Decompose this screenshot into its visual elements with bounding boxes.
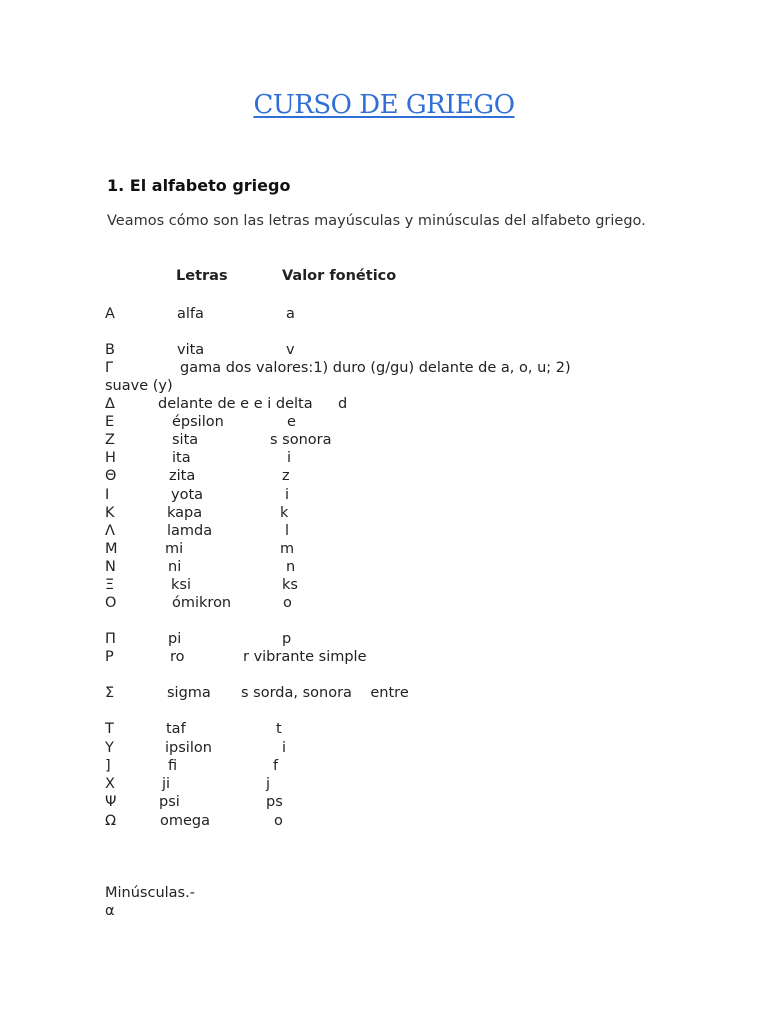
phonetic-value: o	[274, 813, 283, 829]
phonetic-value: s sorda, sonora entre	[241, 685, 409, 701]
greek-letter: Σ	[105, 685, 115, 701]
greek-letter: Ο	[105, 595, 117, 611]
phonetic-value: o	[283, 595, 292, 611]
letter-name: lamda	[167, 523, 213, 539]
column-header-letters: Letras	[176, 268, 228, 284]
greek-letter: Ρ	[105, 649, 114, 665]
greek-letter: Ε	[105, 414, 115, 430]
letter-name: kapa	[167, 505, 203, 521]
phonetic-value: n	[286, 559, 296, 575]
phonetic-value: e	[287, 414, 296, 430]
letter-name: taf	[166, 721, 186, 737]
phonetic-value: k	[280, 505, 289, 521]
phonetic-value: i	[285, 487, 290, 503]
intro-paragraph: Veamos cómo son las letras mayúsculas y minúsculas del alfabeto griego.	[107, 213, 646, 229]
greek-letter: Β	[105, 342, 115, 358]
phonetic-value: t	[276, 721, 282, 737]
letter-name: ipsilon	[165, 740, 212, 756]
phonetic-value: z	[282, 468, 290, 484]
greek-letter: Θ	[105, 468, 117, 484]
document-title: CURSO DE GRIEGO	[253, 90, 515, 120]
letter-name: alfa	[177, 306, 204, 322]
letter-name: épsilon	[172, 414, 224, 430]
letter-name: fi	[168, 758, 178, 774]
greek-letter: Μ	[105, 541, 118, 557]
greek-letter: Α	[105, 306, 115, 322]
greek-letter: Ζ	[105, 432, 115, 448]
section-heading: 1. El alfabeto griego	[107, 176, 291, 195]
letter-name: ksi	[171, 577, 191, 593]
greek-letter: Γ	[105, 360, 114, 376]
phonetic-value: l	[285, 523, 290, 539]
greek-letter: Η	[105, 450, 116, 466]
letter-name: mi	[165, 541, 184, 557]
minusculas-label: Minúsculas.-	[105, 885, 195, 901]
letter-name: pi	[168, 631, 182, 647]
greek-letter: Τ	[105, 721, 114, 737]
phonetic-value: s sonora	[270, 432, 332, 448]
greek-letter: Υ	[105, 740, 114, 756]
phonetic-value: a	[286, 306, 295, 322]
greek-letter: Ν	[105, 559, 116, 575]
phonetic-value: d	[338, 396, 348, 412]
phonetic-value: i	[282, 740, 287, 756]
letter-name: gama dos valores:1) duro (g/gu) delante de a, o, u; 2)	[180, 360, 571, 376]
letter-name: sigma	[167, 685, 211, 701]
phonetic-value: f	[273, 758, 279, 774]
letter-name: vita	[177, 342, 205, 358]
letter-name: zita	[169, 468, 196, 484]
letter-name-continuation: suave (y)	[105, 378, 173, 394]
greek-letter: Ξ	[105, 577, 115, 593]
letter-name: sita	[172, 432, 199, 448]
greek-letter: Ψ	[105, 794, 117, 810]
column-header-phonetic: Valor fonético	[282, 268, 397, 284]
letter-name: omega	[160, 813, 211, 829]
phonetic-value: v	[286, 342, 295, 358]
letter-name: delante de e e i delta	[158, 396, 313, 412]
letter-name: ómikron	[172, 595, 232, 611]
first-lowercase-letter: α	[105, 903, 115, 919]
phonetic-value: ps	[266, 794, 283, 810]
greek-letter: Δ	[105, 396, 115, 412]
phonetic-value: p	[282, 631, 292, 647]
phonetic-value: j	[266, 776, 271, 792]
letter-name: ji	[162, 776, 171, 792]
phonetic-value: m	[280, 541, 295, 557]
letter-name: ita	[172, 450, 191, 466]
greek-letter: Κ	[105, 505, 115, 521]
greek-letter: Λ	[105, 523, 115, 539]
greek-letter: Ω	[105, 813, 117, 829]
greek-letter: Ι	[105, 487, 110, 503]
greek-letter: Π	[105, 631, 116, 647]
phonetic-value: r vibrante simple	[243, 649, 367, 665]
phonetic-value: ks	[282, 577, 298, 593]
letter-name: ni	[168, 559, 182, 575]
letter-name: ro	[170, 649, 185, 665]
greek-letter: ]	[105, 758, 111, 774]
letter-name: yota	[171, 487, 204, 503]
letter-name: psi	[159, 794, 180, 810]
phonetic-value: i	[287, 450, 292, 466]
greek-letter: Χ	[105, 776, 115, 792]
